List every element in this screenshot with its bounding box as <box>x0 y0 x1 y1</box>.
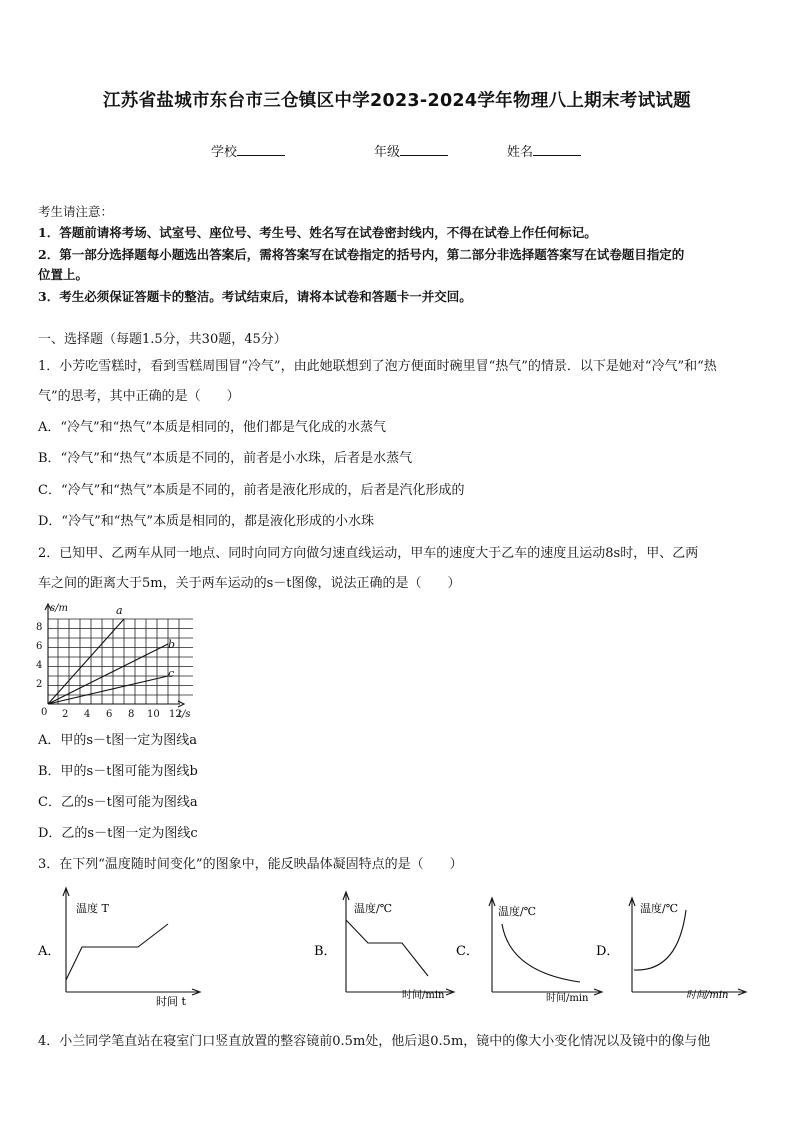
line-label-a: a <box>116 604 123 617</box>
xtick: 10 <box>147 709 160 720</box>
q3-graph-c[interactable] <box>454 880 604 1014</box>
graph-line-c <box>48 676 168 704</box>
xlabel: 时间/min <box>686 990 729 1001</box>
xtick: 4 <box>84 709 91 720</box>
line-label-c: c <box>168 667 175 680</box>
question-2-text: 2．已知甲、乙两车从同一地点、同时向同方向做匀速直线运动，甲车的速度大于乙车的速度且运动8s时，甲、乙两 <box>38 546 699 561</box>
notice-header: 考生请注意： <box>38 204 114 219</box>
q1-option-c[interactable]: C．“冷气”和“热气”本质是不同的，前者是液化形成的，后者是汽化形成的 <box>38 483 465 498</box>
notice-item: 1．答题前请将考场、试室号、座位号、考生号、姓名写在试卷密封线内，不得在试卷上作任何标记。 <box>38 225 597 240</box>
q3-graph-d[interactable] <box>594 880 754 1014</box>
ytick: 2 <box>36 679 43 690</box>
st-ylabel: s/m <box>50 603 68 614</box>
q3-option-d-label: D． <box>596 944 620 959</box>
section-heading: 一、选择题（每题1.5分，共30题，45分） <box>38 332 287 347</box>
q3-option-a-label: A． <box>38 944 61 959</box>
xlabel: 时间/min <box>546 993 589 1004</box>
xtick: 6 <box>106 709 113 720</box>
q2-option-c[interactable]: C．乙的s－t图可能为图线a <box>38 795 198 810</box>
grade-label: 年级 <box>374 145 401 160</box>
xlabel: 时间 t <box>156 995 186 1008</box>
ytick: 8 <box>36 622 43 633</box>
line-label-b: b <box>168 638 176 651</box>
q1-option-b[interactable]: B．“冷气”和“热气”本质是不同的，前者是小水珠，后者是水蒸气 <box>38 451 413 466</box>
ylabel: 温度/℃ <box>498 905 537 918</box>
xtick: 2 <box>62 709 69 720</box>
notice-item: 3．考生必须保证答题卡的整洁。考试结束后，请将本试卷和答题卡一并交回。 <box>38 289 472 304</box>
name-blank <box>533 143 581 156</box>
ytick: 4 <box>36 660 43 671</box>
origin-label: 0 <box>41 707 48 718</box>
grade-field[interactable] <box>374 141 448 160</box>
question-1-text: 1．小芳吃雪糕时，看到雪糕周围冒“冷气”，由此她联想到了泡方便面时碗里冒“热气”的情景．以下是她对“冷气”和“热 <box>38 359 717 374</box>
question-4-text: 4．小兰同学笔直站在寝室门口竖直放置的整容镜前0.5m处，他后退0.5m，镜中的像大小变化情况以及镜中的像与他 <box>38 1034 711 1049</box>
school-label: 学校 <box>211 145 238 160</box>
school-blank <box>237 143 285 156</box>
q2-option-a[interactable]: A．甲的s－t图一定为图线a <box>38 733 198 748</box>
grade-blank <box>400 143 448 156</box>
notice-item: 2．第一部分选择题每小题选出答案后，需将答案写在试卷指定的括号内，第二部分非选择题答案写在试卷题目指定的 <box>38 247 685 262</box>
ylabel: 温度/℃ <box>640 902 679 915</box>
q1-option-a[interactable]: A．“冷气”和“热气”本质是相同的，他们都是气化成的水蒸气 <box>38 420 386 435</box>
xtick: 12 <box>169 709 182 720</box>
name-label: 姓名 <box>507 145 534 160</box>
question-2-text-cont: 车之间的距离大于5m，关于两车运动的s－t图像，说法正确的是（ ） <box>38 576 461 591</box>
q3-option-c-label: C． <box>456 944 479 959</box>
ylabel: 温度/℃ <box>354 902 393 915</box>
question-1-text-cont: 气”的思考，其中正确的是（ ） <box>38 389 240 404</box>
school-field[interactable] <box>211 141 285 160</box>
graph-curve <box>66 924 168 980</box>
xlabel: 时间/min <box>402 990 445 1001</box>
q2-option-b[interactable]: B．甲的s－t图可能为图线b <box>38 764 198 779</box>
graph-curve <box>346 920 428 976</box>
q3-graph-b[interactable] <box>312 880 462 1014</box>
q3-graph-a[interactable] <box>36 880 206 1014</box>
st-xlabel: t/s <box>178 709 191 720</box>
question-3-text: 3．在下列“温度随时间变化”的图象中，能反映晶体凝固特点的是（ ） <box>38 857 463 872</box>
ylabel: 温度 T <box>76 902 109 915</box>
q3-option-b-label: B． <box>314 944 337 959</box>
ytick: 6 <box>36 641 43 652</box>
notice-item: 位置上。 <box>38 267 89 282</box>
graph-curve <box>502 924 580 982</box>
graph-curve <box>634 910 686 970</box>
page-title: 江苏省盐城市东台市三仓镇区中学2023-2024学年物理八上期末考试试题 <box>103 91 691 111</box>
name-field[interactable] <box>507 141 581 160</box>
xtick: 8 <box>128 709 135 720</box>
st-graph <box>30 600 200 726</box>
q1-option-d[interactable]: D．“冷气”和“热气”本质是相同的，都是液化形成的小水珠 <box>38 514 375 529</box>
q2-option-d[interactable]: D．乙的s－t图一定为图线c <box>38 826 198 841</box>
